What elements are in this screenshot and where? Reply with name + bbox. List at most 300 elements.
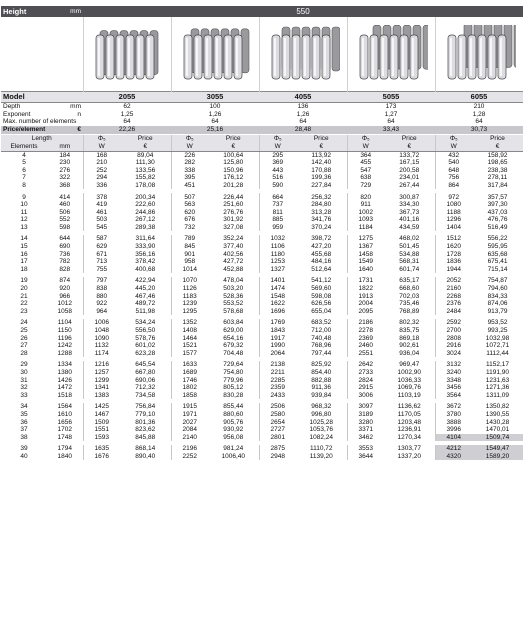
output-cell: 1769 bbox=[259, 319, 296, 327]
spec-row bbox=[1, 103, 523, 111]
spec-value: 1,27 bbox=[384, 110, 398, 118]
output-cell: 1032 bbox=[259, 235, 296, 243]
watt-unit: W bbox=[83, 143, 120, 152]
length-cell: 1150 bbox=[57, 327, 72, 335]
table-row bbox=[1, 224, 523, 232]
price-cell: 556,50 bbox=[135, 327, 156, 335]
output-cell: 540 bbox=[435, 159, 472, 167]
length-cell: 874 bbox=[59, 277, 71, 285]
output-cell: 3553 bbox=[347, 445, 384, 453]
length-cell: 644 bbox=[59, 235, 71, 243]
price-cell: 690,06 bbox=[135, 376, 156, 384]
price-cell: 768,96 bbox=[311, 342, 332, 350]
output-cell: 1620 bbox=[435, 243, 472, 251]
price-cell: 830,28 bbox=[223, 391, 244, 399]
output-cell: 2654 bbox=[259, 419, 296, 427]
output-cell: 168 bbox=[83, 151, 120, 159]
length-cell: 184 bbox=[59, 151, 71, 159]
model-name: 4055 bbox=[259, 92, 347, 103]
elements-cell: 31 bbox=[20, 376, 28, 384]
price-cell: 133,72 bbox=[399, 151, 420, 159]
table-row bbox=[1, 445, 523, 453]
height-label: Height bbox=[1, 6, 47, 17]
table-row bbox=[1, 266, 523, 274]
output-cell: 2064 bbox=[259, 350, 296, 358]
price-cell: 528,36 bbox=[223, 292, 244, 300]
price-header: Price bbox=[472, 134, 523, 143]
top-cropped-text bbox=[0, 0, 525, 2]
price-cell: 834,33 bbox=[487, 292, 508, 300]
table-row bbox=[1, 285, 523, 293]
length-cell: 552 bbox=[59, 216, 71, 224]
output-cell: 3371 bbox=[347, 426, 384, 434]
length-cell: 1748 bbox=[57, 433, 72, 441]
output-cell: 2140 bbox=[171, 434, 208, 442]
output-cell: 3996 bbox=[435, 426, 472, 434]
output-cell: 756 bbox=[435, 174, 472, 182]
output-cell: 3888 bbox=[435, 419, 472, 427]
elements-cell: 24 bbox=[20, 319, 28, 327]
output-cell: 455 bbox=[347, 159, 384, 167]
output-cell: 911 bbox=[347, 201, 384, 209]
price-per-element-row bbox=[1, 126, 523, 135]
table-row bbox=[1, 419, 523, 427]
price-cell: 170,88 bbox=[311, 166, 332, 174]
price-cell: 635,17 bbox=[399, 277, 420, 285]
length-cell: 1334 bbox=[57, 361, 72, 369]
price-cell: 327,08 bbox=[223, 223, 244, 231]
length-cell: 1104 bbox=[57, 319, 72, 327]
output-cell: 1917 bbox=[259, 335, 296, 343]
output-cell: 282 bbox=[171, 159, 208, 167]
output-cell: 2004 bbox=[347, 300, 384, 308]
table-row bbox=[1, 342, 523, 350]
price-per-element-label: Price/element bbox=[3, 125, 46, 133]
price-cell: 568,31 bbox=[399, 258, 420, 266]
table-row bbox=[1, 434, 523, 442]
output-cell: 1971 bbox=[171, 411, 208, 419]
euro-unit: € bbox=[120, 143, 171, 152]
length-cell: 1242 bbox=[57, 342, 72, 350]
output-cell: 4212 bbox=[435, 445, 472, 453]
output-cell: 3644 bbox=[347, 453, 384, 461]
output-cell: 713 bbox=[83, 258, 120, 266]
output-cell: 1352 bbox=[171, 319, 208, 327]
length-cell: 1610 bbox=[57, 410, 72, 418]
price-cell: 311,64 bbox=[135, 235, 155, 243]
price-cell: 512,64 bbox=[311, 265, 332, 273]
table-row bbox=[1, 350, 523, 358]
output-cell: 1633 bbox=[171, 361, 208, 369]
output-cell: 1836 bbox=[435, 258, 472, 266]
output-cell: 1635 bbox=[83, 445, 120, 453]
phi-header: Φ₅ bbox=[435, 134, 472, 143]
model-name: 3055 bbox=[171, 92, 259, 103]
radiator-icon bbox=[90, 25, 164, 87]
output-cell: 1048 bbox=[83, 327, 120, 335]
price-cell: 1470,01 bbox=[485, 426, 510, 434]
spec-value: 173 bbox=[385, 103, 397, 110]
output-cell: 516 bbox=[259, 174, 296, 182]
output-cell: 1551 bbox=[83, 426, 120, 434]
radiator-icon bbox=[266, 25, 340, 87]
price-cell: 805,12 bbox=[223, 384, 244, 392]
length-cell: 1196 bbox=[57, 334, 72, 342]
price-cell: 422,94 bbox=[135, 277, 156, 285]
price-cell: 1032,98 bbox=[485, 334, 510, 342]
price-cell: 779,96 bbox=[223, 376, 244, 384]
output-cell: 443 bbox=[259, 167, 296, 175]
table-row bbox=[1, 251, 523, 259]
output-cell: 1577 bbox=[171, 350, 208, 358]
table-row bbox=[1, 174, 523, 182]
output-cell: 1126 bbox=[171, 285, 208, 293]
spec-value: 64 bbox=[123, 118, 131, 125]
price-cell: 1053,76 bbox=[309, 426, 333, 434]
output-cell: 2700 bbox=[435, 327, 472, 335]
price-cell: 1103,19 bbox=[397, 391, 421, 399]
price-cell: 1236,91 bbox=[397, 426, 421, 434]
output-cell: 2160 bbox=[435, 285, 472, 293]
price-cell: 199,36 bbox=[311, 174, 332, 182]
table-row bbox=[1, 243, 523, 251]
price-cell: 1072,71 bbox=[485, 342, 510, 350]
price-cell: 835,75 bbox=[399, 327, 420, 335]
table-row bbox=[1, 411, 523, 419]
spec-value: 210 bbox=[473, 103, 485, 110]
length-cell: 690 bbox=[59, 243, 71, 251]
length-cell: 1518 bbox=[57, 391, 72, 399]
price-cell: 874,06 bbox=[487, 300, 508, 308]
output-cell: 1802 bbox=[171, 384, 208, 392]
output-cell: 648 bbox=[435, 167, 472, 175]
price-cell: 301,92 bbox=[223, 216, 244, 224]
price-cell: 434,59 bbox=[399, 223, 420, 231]
output-cell: 1843 bbox=[259, 327, 296, 335]
length-cell: 368 bbox=[59, 181, 71, 189]
image-row-label-cell bbox=[1, 17, 83, 92]
price-cell: 125,80 bbox=[223, 159, 244, 167]
table-row bbox=[1, 392, 523, 400]
output-cell: 1216 bbox=[83, 361, 120, 369]
output-cell: 671 bbox=[83, 251, 120, 259]
output-cell: 1090 bbox=[83, 335, 120, 343]
table-row bbox=[1, 258, 523, 266]
price-cell: 511,98 bbox=[135, 307, 155, 315]
spec-value: 136 bbox=[297, 103, 309, 110]
elements-cell: 17 bbox=[20, 258, 28, 266]
price-cell: 968,32 bbox=[311, 403, 332, 411]
phi-header: Φ₅ bbox=[259, 134, 296, 143]
length-cell: 920 bbox=[59, 285, 71, 293]
output-cell: 1689 bbox=[171, 369, 208, 377]
price-cell: 569,60 bbox=[311, 285, 332, 293]
output-cell: 3006 bbox=[347, 392, 384, 400]
output-cell: 2808 bbox=[435, 335, 472, 343]
model-name: 2055 bbox=[83, 92, 171, 103]
output-cell: 1858 bbox=[171, 392, 208, 400]
price-cell: 437,03 bbox=[487, 208, 508, 216]
price-cell: 675,41 bbox=[487, 258, 508, 266]
phi-header: Φ₅ bbox=[347, 134, 384, 143]
euro-unit: € bbox=[384, 143, 435, 152]
radiator-image-cell bbox=[259, 17, 347, 92]
output-cell: 2484 bbox=[435, 308, 472, 316]
price-cell: 113,92 bbox=[311, 151, 331, 159]
length-cell: 966 bbox=[59, 292, 71, 300]
output-cell: 4320 bbox=[435, 453, 472, 461]
output-cell: 789 bbox=[171, 235, 208, 243]
output-cell: 1180 bbox=[259, 251, 296, 259]
output-cell: 820 bbox=[347, 193, 384, 201]
price-cell: 478,04 bbox=[223, 277, 244, 285]
price-header: Price bbox=[208, 134, 259, 143]
output-cell: 2824 bbox=[347, 377, 384, 385]
price-cell: 794,60 bbox=[487, 285, 508, 293]
spec-value: 100 bbox=[209, 103, 221, 110]
price-cell: 1170,05 bbox=[397, 410, 421, 418]
table-row bbox=[1, 369, 523, 377]
output-cell: 547 bbox=[347, 167, 384, 175]
output-cell: 3132 bbox=[435, 361, 472, 369]
output-cell: 1401 bbox=[259, 277, 296, 285]
output-cell: 507 bbox=[171, 193, 208, 201]
length-cell: 1656 bbox=[57, 418, 72, 426]
output-cell: 1696 bbox=[259, 308, 296, 316]
length-cell: 230 bbox=[59, 159, 71, 167]
spec-value: 1,28 bbox=[472, 110, 486, 118]
price-cell: 578,68 bbox=[223, 307, 244, 315]
price-per-element-value: 22,26 bbox=[83, 126, 171, 135]
price-cell: 155,82 bbox=[135, 174, 156, 182]
radiator-icon bbox=[354, 25, 428, 87]
price-cell: 378,42 bbox=[135, 258, 156, 266]
output-cell: 1188 bbox=[435, 209, 472, 217]
output-cell: 1404 bbox=[435, 224, 472, 232]
table-row bbox=[1, 159, 523, 167]
output-cell: 2727 bbox=[259, 426, 296, 434]
output-cell: 419 bbox=[83, 201, 120, 209]
price-cell: 1430,28 bbox=[485, 418, 510, 426]
length-cell: 322 bbox=[59, 174, 71, 182]
output-cell: 2084 bbox=[171, 426, 208, 434]
output-cell: 1731 bbox=[347, 277, 384, 285]
spec-label: Max. number of elements bbox=[3, 118, 77, 125]
price-cell: 501,45 bbox=[399, 243, 420, 251]
elements-cell: 11 bbox=[20, 208, 28, 216]
elements-cell: 16 bbox=[20, 250, 28, 258]
price-cell: 1589,20 bbox=[472, 453, 523, 461]
price-cell: 516,49 bbox=[487, 223, 508, 231]
output-cell: 1183 bbox=[171, 293, 208, 301]
table-row bbox=[1, 151, 523, 159]
price-cell: 226,44 bbox=[223, 193, 244, 201]
price-cell: 198,65 bbox=[487, 159, 508, 167]
radiator-icon bbox=[442, 25, 516, 87]
price-cell: 902,61 bbox=[399, 342, 420, 350]
output-cell: 1257 bbox=[83, 369, 120, 377]
output-cell: 3348 bbox=[435, 377, 472, 385]
unit-header-row bbox=[1, 143, 523, 152]
price-per-element-value: 33,43 bbox=[347, 126, 435, 135]
price-cell: 357,57 bbox=[487, 193, 508, 201]
price-cell: 768,89 bbox=[399, 307, 420, 315]
model-label: Model bbox=[1, 92, 83, 103]
price-cell: 89,04 bbox=[137, 151, 154, 159]
output-cell: 2052 bbox=[435, 277, 472, 285]
output-cell: 1622 bbox=[259, 300, 296, 308]
output-cell: 2359 bbox=[259, 384, 296, 392]
elements-cell: 7 bbox=[22, 174, 26, 182]
output-cell: 2580 bbox=[259, 411, 296, 419]
output-cell: 811 bbox=[259, 209, 296, 217]
output-cell: 1549 bbox=[347, 258, 384, 266]
price-cell: 402,56 bbox=[223, 250, 244, 258]
model-name: 6055 bbox=[435, 92, 523, 103]
model-name: 5055 bbox=[347, 92, 435, 103]
price-cell: 868,14 bbox=[135, 445, 156, 453]
elements-cell: 28 bbox=[20, 349, 28, 357]
output-cell: 1728 bbox=[435, 251, 472, 259]
length-cell: 1472 bbox=[57, 384, 72, 392]
elements-cell: 33 bbox=[20, 391, 28, 399]
price-cell: 256,32 bbox=[311, 193, 332, 201]
elements-cell: 23 bbox=[20, 307, 28, 315]
watt-unit: W bbox=[347, 143, 384, 152]
elements-header: Elements bbox=[1, 143, 47, 152]
spec-unit: n bbox=[77, 110, 81, 118]
price-cell: 200,34 bbox=[135, 193, 156, 201]
table-row bbox=[1, 277, 523, 285]
output-cell: 2592 bbox=[435, 319, 472, 327]
output-cell: 1070 bbox=[171, 277, 208, 285]
output-cell: 3462 bbox=[347, 434, 384, 442]
output-cell: 2915 bbox=[347, 384, 384, 392]
output-cell: 2369 bbox=[347, 335, 384, 343]
price-cell: 939,84 bbox=[311, 391, 332, 399]
output-cell: 845 bbox=[171, 243, 208, 251]
output-cell: 2916 bbox=[435, 342, 472, 350]
output-cell: 2733 bbox=[347, 369, 384, 377]
euro-unit: € bbox=[472, 143, 523, 152]
price-cell: 595,95 bbox=[487, 243, 508, 251]
output-cell: 1299 bbox=[83, 377, 120, 385]
elements-cell: 12 bbox=[20, 216, 28, 224]
price-cell: 911,36 bbox=[311, 384, 331, 392]
price-cell: 244,86 bbox=[135, 208, 156, 216]
price-cell: 427,72 bbox=[223, 258, 244, 266]
output-cell: 1093 bbox=[347, 216, 384, 224]
table-row bbox=[1, 182, 523, 190]
elements-cell: 5 bbox=[22, 159, 26, 167]
price-cell: 397,30 bbox=[487, 201, 508, 209]
elements-cell: 22 bbox=[20, 300, 28, 308]
output-cell: 885 bbox=[259, 216, 296, 224]
price-cell: 238,38 bbox=[487, 166, 508, 174]
elements-cell: 29 bbox=[20, 361, 28, 369]
price-cell: 1390,55 bbox=[485, 410, 510, 418]
price-cell: 635,68 bbox=[487, 250, 508, 258]
price-cell: 603,84 bbox=[223, 319, 244, 327]
table-row bbox=[1, 384, 523, 392]
length-cell: 782 bbox=[59, 258, 71, 266]
price-cell: 754,80 bbox=[223, 368, 244, 376]
price-cell: 801,36 bbox=[135, 418, 156, 426]
price-cell: 1350,82 bbox=[485, 403, 510, 411]
output-cell: 1467 bbox=[83, 411, 120, 419]
price-header: Price bbox=[296, 134, 347, 143]
output-cell: 1239 bbox=[171, 300, 208, 308]
spec-row bbox=[1, 118, 523, 126]
elements-cell: 36 bbox=[20, 418, 28, 426]
elements-cell: 35 bbox=[20, 410, 28, 418]
output-cell: 2186 bbox=[347, 319, 384, 327]
table-row bbox=[1, 453, 523, 461]
price-cell: 936,04 bbox=[399, 349, 420, 357]
spec-value: 1,26 bbox=[296, 110, 310, 118]
price-cell: 167,15 bbox=[399, 159, 420, 167]
output-cell: 1296 bbox=[435, 216, 472, 224]
spec-value: 64 bbox=[475, 118, 483, 125]
price-cell: 234,01 bbox=[399, 174, 420, 182]
price-cell: 734,58 bbox=[135, 391, 156, 399]
table-row bbox=[1, 335, 523, 343]
output-cell: 729 bbox=[347, 182, 384, 190]
output-cell: 1295 bbox=[171, 308, 208, 316]
elements-cell: 14 bbox=[20, 235, 28, 243]
price-cell: 1025,28 bbox=[309, 418, 333, 426]
price-cell: 712,32 bbox=[135, 384, 156, 392]
price-cell: 1152,17 bbox=[486, 361, 510, 369]
length-cell: 506 bbox=[59, 208, 71, 216]
price-cell: 158,92 bbox=[487, 151, 508, 159]
price-cell: 913,79 bbox=[487, 307, 508, 315]
table-row bbox=[1, 361, 523, 369]
output-cell: 2642 bbox=[347, 361, 384, 369]
elements-cell: 40 bbox=[20, 452, 28, 460]
length-cell: 1840 bbox=[57, 452, 72, 460]
table-row bbox=[1, 377, 523, 385]
price-cell: 1231,63 bbox=[485, 376, 510, 384]
output-cell: 1640 bbox=[347, 266, 384, 274]
price-cell: 300,87 bbox=[399, 193, 420, 201]
output-cell: 1913 bbox=[347, 293, 384, 301]
output-cell: 676 bbox=[171, 216, 208, 224]
price-cell: 367,73 bbox=[399, 208, 420, 216]
elements-cell: 39 bbox=[20, 445, 28, 453]
price-cell: 601,74 bbox=[399, 265, 420, 273]
price-cell: 553,52 bbox=[223, 300, 244, 308]
price-cell: 578,76 bbox=[135, 334, 156, 342]
output-cell: 1746 bbox=[171, 377, 208, 385]
elements-cell: 30 bbox=[20, 368, 28, 376]
price-cell: 679,32 bbox=[223, 342, 244, 350]
output-cell: 2433 bbox=[259, 392, 296, 400]
output-cell: 461 bbox=[83, 209, 120, 217]
elements-cell: 25 bbox=[20, 327, 28, 335]
output-cell: 3280 bbox=[347, 419, 384, 427]
table-row bbox=[1, 308, 523, 316]
output-cell: 2376 bbox=[435, 300, 472, 308]
table-row bbox=[1, 193, 523, 201]
price-cell: 334,30 bbox=[399, 201, 420, 209]
price-cell: 854,40 bbox=[311, 368, 332, 376]
price-cell: 534,24 bbox=[135, 319, 156, 327]
output-cell: 972 bbox=[435, 193, 472, 201]
length-cell: 1702 bbox=[57, 426, 72, 434]
radiator-icon bbox=[178, 25, 252, 87]
output-cell: 732 bbox=[171, 224, 208, 232]
